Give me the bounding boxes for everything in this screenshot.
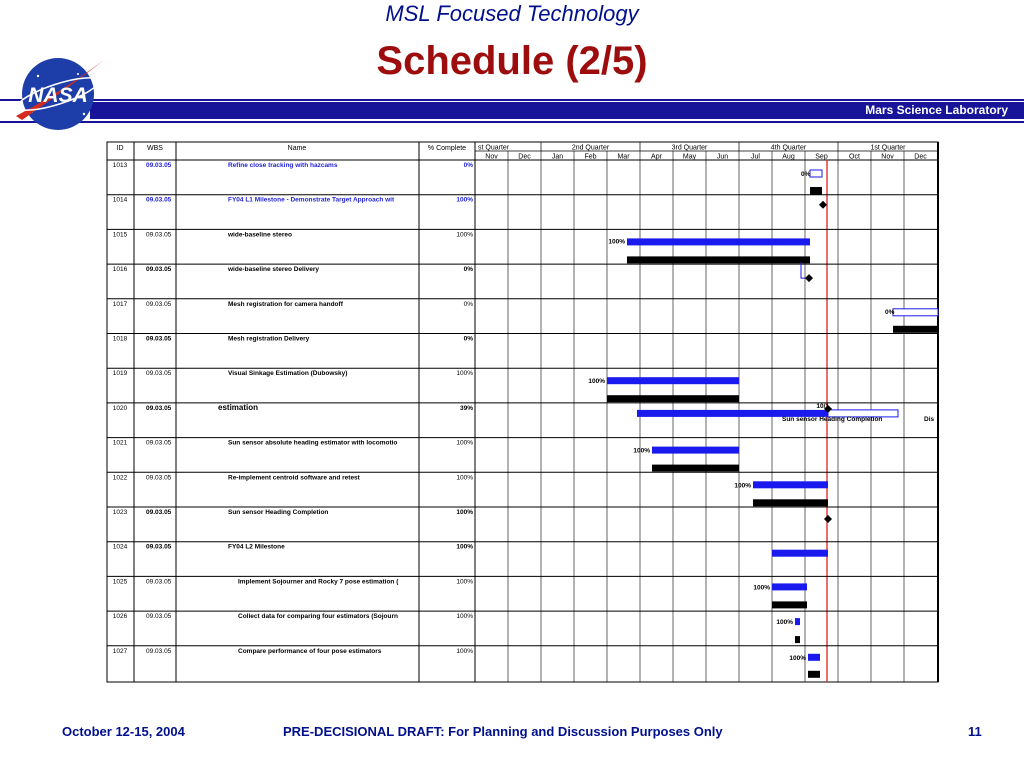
row-name: Visual Sinkage Estimation (Dubowsky) <box>228 370 348 378</box>
row-id: 1022 <box>112 474 128 482</box>
gantt-headers <box>117 145 928 161</box>
column-header: ID <box>116 145 124 152</box>
row-wbs: 09.03.05 <box>146 404 172 412</box>
gantt-bars <box>607 170 938 678</box>
row-wbs: 09.03.05 <box>146 647 172 655</box>
label-1015: 100% <box>608 238 625 246</box>
label-1017: 0% <box>885 308 895 316</box>
bar-1022 <box>753 481 828 488</box>
row-wbs: 09.03.05 <box>146 335 172 343</box>
month-label: Oct <box>849 153 860 161</box>
row-id: 1014 <box>112 196 128 204</box>
month-label: Dec <box>914 153 927 161</box>
baseline-1017 <box>893 326 938 333</box>
row-pct: 100% <box>456 370 473 378</box>
row-id: 1018 <box>112 335 128 343</box>
slide-title-line2: Schedule (2/5) <box>376 39 648 83</box>
row-pct: 0% <box>463 300 473 308</box>
quarter-label: 2nd Quarter <box>571 144 610 152</box>
column-header: WBS <box>147 145 163 152</box>
month-label: Mar <box>617 153 630 161</box>
label-1027: 100% <box>789 654 806 662</box>
row-pct: 100% <box>456 196 473 204</box>
quarter-label: 3rd Quarter <box>671 144 708 152</box>
row-name: Sun sensor Heading Completion <box>228 509 329 516</box>
row-id: 1013 <box>112 162 128 169</box>
row-wbs: 09.03.05 <box>146 474 172 482</box>
baseline-1015 <box>627 256 810 263</box>
row-pct: 0% <box>463 266 473 274</box>
bar-1015 <box>627 238 810 245</box>
bar-1019 <box>607 377 739 384</box>
row-pct: 100% <box>456 439 473 447</box>
month-label: May <box>682 153 697 161</box>
month-label: Jul <box>751 153 760 161</box>
bar-1025 <box>772 583 807 590</box>
quarter-label: 4th Quarter <box>770 144 807 152</box>
bar-1024 <box>772 550 828 557</box>
label-1019: 100% <box>588 378 605 386</box>
month-label: Aug <box>782 153 795 161</box>
row-name: FY04 L2 Milestone <box>228 543 285 551</box>
quarter-label: st Quarter <box>478 144 510 152</box>
row-name: FY04 L1 Milestone - Demonstrate Target Approach wit <box>228 196 395 204</box>
row-wbs: 09.03.05 <box>146 231 172 239</box>
row-pct: 100% <box>456 613 473 621</box>
row-pct: 100% <box>456 543 473 551</box>
bar-1017 <box>893 309 938 316</box>
row-wbs: 09.03.05 <box>146 509 172 516</box>
row-id: 1023 <box>112 509 128 516</box>
row-wbs: 09.03.05 <box>146 266 172 274</box>
row-wbs: 09.03.05 <box>146 300 172 308</box>
label-1025: 100% <box>753 584 770 592</box>
month-label: Dec <box>518 153 531 161</box>
label-1021: 100% <box>633 447 650 455</box>
month-label: Jan <box>551 153 564 161</box>
label-1013: 0% <box>801 171 811 178</box>
month-label: Nov <box>881 153 894 161</box>
row-name: Mesh registration Delivery <box>228 335 310 343</box>
row-pct: 100% <box>456 578 473 586</box>
label-1020-date: 10/1 <box>816 402 829 410</box>
column-header: Name <box>287 145 307 152</box>
row-pct: 100% <box>456 509 473 516</box>
connector-1016 <box>801 262 807 278</box>
row-wbs: 09.03.05 <box>146 162 172 169</box>
milestone-1016 <box>805 274 813 282</box>
row-wbs: 09.03.05 <box>146 196 172 204</box>
milestone-1014 <box>819 201 827 209</box>
baseline-1027 <box>808 671 820 678</box>
logo-text: NASA <box>28 84 88 107</box>
footer-date: October 12-15, 2004 <box>62 724 185 739</box>
row-name: Implement Sojourner and Rocky 7 pose estimation ( <box>238 578 399 586</box>
baseline-1026 <box>795 636 800 643</box>
month-label: Sep <box>815 153 828 161</box>
baseline-1013 <box>810 187 822 195</box>
band-label: Mars Science Laboratory <box>865 103 1008 117</box>
row-id: 1016 <box>112 266 128 274</box>
row-id: 1019 <box>112 370 128 378</box>
row-id: 1026 <box>112 613 128 621</box>
bar-1021 <box>652 447 739 454</box>
row-wbs: 09.03.05 <box>146 543 172 551</box>
row-pct: 39% <box>459 404 473 412</box>
milestone-1023 <box>824 515 832 523</box>
row-name: Mesh registration for camera handoff <box>228 300 343 308</box>
row-wbs: 09.03.05 <box>146 370 172 378</box>
label-1020-dis: Dis <box>924 415 935 423</box>
row-id: 1017 <box>112 300 128 308</box>
bar-1013 <box>810 170 822 177</box>
row-pct: 100% <box>456 647 473 655</box>
column-header: % Complete <box>427 145 467 152</box>
baseline-1019 <box>607 395 739 402</box>
baseline-1021 <box>652 465 739 472</box>
month-label: Feb <box>584 153 597 161</box>
slide-title-line1: MSL Focused Technology <box>385 1 639 26</box>
row-name: wide-baseline stereo Delivery <box>228 266 320 274</box>
row-id: 1020 <box>112 404 128 412</box>
row-wbs: 09.03.05 <box>146 613 172 621</box>
row-name: wide-baseline stereo <box>228 231 292 239</box>
row-name: Compare performance of four pose estimators <box>238 647 382 655</box>
row-pct: 100% <box>456 231 473 239</box>
row-name: Sun sensor absolute heading estimator with locomotio <box>228 439 398 447</box>
row-name: Collect data for comparing four estimators (Sojourn <box>238 613 398 621</box>
row-wbs: 09.03.05 <box>146 578 172 586</box>
baseline-1022 <box>753 499 828 506</box>
row-name: Re-implement centroid software and retest <box>228 474 360 482</box>
month-label: Nov <box>485 153 498 161</box>
row-pct: 0% <box>463 162 473 169</box>
row-name: Refine close tracking with hazcams <box>228 162 338 169</box>
row-pct: 0% <box>463 335 473 343</box>
row-name: estimation <box>218 402 259 412</box>
label-1020-task: Sun sensor Heading Completion <box>782 415 883 423</box>
row-wbs: 09.03.05 <box>146 439 172 447</box>
footer-page-number: 11 <box>968 724 982 739</box>
bar-1027 <box>808 654 820 661</box>
month-label: Apr <box>651 153 662 161</box>
row-id: 1015 <box>112 231 128 239</box>
label-1022: 100% <box>734 482 751 490</box>
bar-1026 <box>795 618 800 625</box>
row-pct: 100% <box>456 474 473 482</box>
footer-draft: PRE-DECISIONAL DRAFT: For Planning and Discussion Purposes Only <box>283 724 723 739</box>
row-id: 1027 <box>112 647 128 655</box>
row-id: 1021 <box>112 439 128 447</box>
month-label: Jun <box>716 153 729 161</box>
label-1026: 100% <box>776 619 793 627</box>
row-id: 1025 <box>112 578 128 586</box>
baseline-1025 <box>772 601 807 608</box>
quarter-label: 1st Quarter <box>870 144 906 152</box>
row-id: 1024 <box>112 543 128 551</box>
